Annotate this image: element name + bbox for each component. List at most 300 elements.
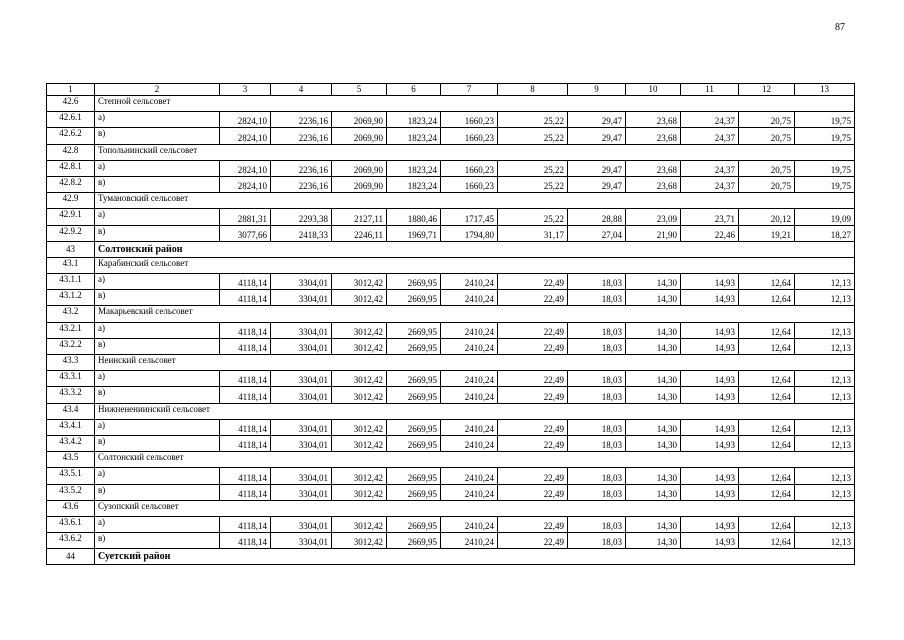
value-cell: 14,93 (681, 419, 739, 435)
value-cell: 2410,24 (441, 435, 498, 451)
row-code: 43.6.1 (47, 516, 95, 532)
column-number-header-row (47, 84, 855, 96)
value-cell: 3012,42 (332, 468, 387, 484)
value-cell: 22,49 (498, 516, 568, 532)
value-cell: 2410,24 (441, 371, 498, 387)
column-number-11: 11 (681, 84, 739, 96)
row-code: 43.1 (47, 257, 95, 273)
column-number-5: 5 (332, 84, 387, 96)
value-cell: 12,64 (739, 533, 795, 549)
row-code: 42.6 (47, 96, 95, 112)
value-cell: 2410,24 (441, 533, 498, 549)
council-name: Солтонский сельсовет (95, 452, 855, 468)
table-row (47, 209, 855, 225)
value-cell: 3304,01 (271, 516, 332, 532)
value-cell: 4118,14 (220, 484, 271, 500)
value-cell: 2824,10 (220, 112, 271, 128)
value-cell: 12,64 (739, 387, 795, 403)
row-variant: а) (95, 209, 220, 225)
row-code: 42.9.1 (47, 209, 95, 225)
value-cell: 12,13 (795, 419, 855, 435)
value-cell: 2410,24 (441, 387, 498, 403)
value-cell: 4118,14 (220, 516, 271, 532)
table-row (47, 435, 855, 451)
column-number-2: 2 (95, 84, 220, 96)
row-code: 43.1.2 (47, 290, 95, 306)
row-code: 43.2.1 (47, 322, 95, 338)
value-cell: 12,64 (739, 468, 795, 484)
value-cell: 22,49 (498, 322, 568, 338)
value-cell: 2127,11 (332, 209, 387, 225)
value-cell: 4118,14 (220, 290, 271, 306)
value-cell: 14,30 (626, 419, 681, 435)
value-cell: 3304,01 (271, 274, 332, 290)
value-cell: 24,37 (681, 160, 739, 176)
value-cell: 22,49 (498, 435, 568, 451)
value-cell: 22,46 (681, 225, 739, 241)
value-cell: 3304,01 (271, 419, 332, 435)
value-cell: 2069,90 (332, 160, 387, 176)
council-name: Нижненениинский сельсовет (95, 403, 855, 419)
value-cell: 25,22 (498, 128, 568, 144)
table-body (47, 84, 855, 565)
value-cell: 18,03 (568, 274, 626, 290)
value-cell: 3012,42 (332, 387, 387, 403)
table-row (47, 274, 855, 290)
value-cell: 18,03 (568, 533, 626, 549)
value-cell: 3012,42 (332, 338, 387, 354)
value-cell: 1823,24 (387, 128, 441, 144)
value-cell: 4118,14 (220, 322, 271, 338)
row-variant: в) (95, 484, 220, 500)
value-cell: 2669,95 (387, 290, 441, 306)
table-row (47, 128, 855, 144)
section-row (47, 500, 855, 516)
value-cell: 2410,24 (441, 338, 498, 354)
value-cell: 2410,24 (441, 322, 498, 338)
row-variant: а) (95, 322, 220, 338)
value-cell: 3012,42 (332, 516, 387, 532)
row-variant: в) (95, 225, 220, 241)
value-cell: 27,04 (568, 225, 626, 241)
section-row (47, 403, 855, 419)
value-cell: 2669,95 (387, 468, 441, 484)
value-cell: 2669,95 (387, 338, 441, 354)
table-row (47, 225, 855, 241)
value-cell: 22,49 (498, 290, 568, 306)
council-name: Тумановский сельсовет (95, 193, 855, 209)
value-cell: 14,30 (626, 516, 681, 532)
section-row (47, 144, 855, 160)
value-cell: 2410,24 (441, 516, 498, 532)
value-cell: 2669,95 (387, 516, 441, 532)
section-row (47, 306, 855, 322)
row-variant: в) (95, 176, 220, 192)
value-cell: 25,22 (498, 209, 568, 225)
value-cell: 4118,14 (220, 533, 271, 549)
row-variant: в) (95, 435, 220, 451)
value-cell: 19,75 (795, 128, 855, 144)
value-cell: 2236,16 (271, 176, 332, 192)
row-code: 43.4.1 (47, 419, 95, 435)
row-code: 43.5.1 (47, 468, 95, 484)
value-cell: 22,49 (498, 468, 568, 484)
value-cell: 18,27 (795, 225, 855, 241)
column-number-7: 7 (441, 84, 498, 96)
value-cell: 2236,16 (271, 160, 332, 176)
value-cell: 4118,14 (220, 468, 271, 484)
value-cell: 1823,24 (387, 160, 441, 176)
value-cell: 3304,01 (271, 435, 332, 451)
district-row (47, 549, 855, 565)
value-cell: 2669,95 (387, 533, 441, 549)
value-cell: 3077,66 (220, 225, 271, 241)
value-cell: 18,03 (568, 290, 626, 306)
value-cell: 29,47 (568, 176, 626, 192)
value-cell: 12,64 (739, 338, 795, 354)
value-cell: 14,93 (681, 516, 739, 532)
value-cell: 23,68 (626, 128, 681, 144)
row-variant: а) (95, 468, 220, 484)
row-variant: в) (95, 387, 220, 403)
value-cell: 2410,24 (441, 419, 498, 435)
value-cell: 12,64 (739, 435, 795, 451)
value-cell: 4118,14 (220, 435, 271, 451)
row-code: 43.3.1 (47, 371, 95, 387)
row-code: 43.4.2 (47, 435, 95, 451)
district-name: Суетский район (95, 549, 855, 565)
value-cell: 1717,45 (441, 209, 498, 225)
value-cell: 3012,42 (332, 274, 387, 290)
row-code: 42.6.2 (47, 128, 95, 144)
value-cell: 18,03 (568, 387, 626, 403)
column-number-3: 3 (220, 84, 271, 96)
value-cell: 14,30 (626, 533, 681, 549)
row-variant: в) (95, 338, 220, 354)
value-cell: 22,49 (498, 484, 568, 500)
row-code: 43.3.2 (47, 387, 95, 403)
section-row (47, 193, 855, 209)
value-cell: 3304,01 (271, 322, 332, 338)
row-code: 43.4 (47, 403, 95, 419)
section-row (47, 355, 855, 371)
value-cell: 19,09 (795, 209, 855, 225)
value-cell: 2669,95 (387, 419, 441, 435)
column-number-1: 1 (47, 84, 95, 96)
value-cell: 2236,16 (271, 128, 332, 144)
row-code: 43.5 (47, 452, 95, 468)
value-cell: 12,13 (795, 371, 855, 387)
value-cell: 19,21 (739, 225, 795, 241)
value-cell: 29,47 (568, 160, 626, 176)
value-cell: 1660,23 (441, 176, 498, 192)
value-cell: 14,93 (681, 338, 739, 354)
value-cell: 24,37 (681, 112, 739, 128)
value-cell: 2824,10 (220, 160, 271, 176)
value-cell: 22,49 (498, 371, 568, 387)
row-code: 42.8 (47, 144, 95, 160)
value-cell: 14,93 (681, 484, 739, 500)
value-cell: 2410,24 (441, 468, 498, 484)
row-code: 43.5.2 (47, 484, 95, 500)
value-cell: 22,49 (498, 419, 568, 435)
value-cell: 4118,14 (220, 371, 271, 387)
column-number-4: 4 (271, 84, 332, 96)
value-cell: 2069,90 (332, 176, 387, 192)
value-cell: 18,03 (568, 516, 626, 532)
value-cell: 14,30 (626, 274, 681, 290)
value-cell: 12,13 (795, 274, 855, 290)
value-cell: 12,64 (739, 322, 795, 338)
value-cell: 18,03 (568, 371, 626, 387)
value-cell: 2069,90 (332, 128, 387, 144)
row-variant: в) (95, 533, 220, 549)
value-cell: 20,12 (739, 209, 795, 225)
district-name: Солтонский район (95, 241, 855, 257)
value-cell: 1660,23 (441, 112, 498, 128)
value-cell: 1660,23 (441, 128, 498, 144)
value-cell: 2669,95 (387, 484, 441, 500)
section-row (47, 96, 855, 112)
value-cell: 3304,01 (271, 468, 332, 484)
value-cell: 20,75 (739, 128, 795, 144)
council-name: Топольнинский сельсовет (95, 144, 855, 160)
value-cell: 3012,42 (332, 371, 387, 387)
value-cell: 1794,80 (441, 225, 498, 241)
value-cell: 12,13 (795, 484, 855, 500)
value-cell: 23,68 (626, 176, 681, 192)
row-variant: а) (95, 516, 220, 532)
row-variant: а) (95, 160, 220, 176)
value-cell: 18,03 (568, 322, 626, 338)
value-cell: 18,03 (568, 484, 626, 500)
value-cell: 25,22 (498, 112, 568, 128)
table-row (47, 371, 855, 387)
value-cell: 18,03 (568, 468, 626, 484)
value-cell: 3012,42 (332, 435, 387, 451)
value-cell: 14,30 (626, 371, 681, 387)
value-cell: 12,13 (795, 387, 855, 403)
value-cell: 2246,11 (332, 225, 387, 241)
value-cell: 14,93 (681, 274, 739, 290)
value-cell: 3012,42 (332, 290, 387, 306)
value-cell: 3304,01 (271, 338, 332, 354)
table-row (47, 516, 855, 532)
tariff-table (46, 83, 855, 565)
value-cell: 29,47 (568, 128, 626, 144)
value-cell: 14,30 (626, 290, 681, 306)
row-code: 43.2.2 (47, 338, 95, 354)
value-cell: 12,13 (795, 290, 855, 306)
value-cell: 3304,01 (271, 371, 332, 387)
row-code: 42.9 (47, 193, 95, 209)
row-code: 43.3 (47, 355, 95, 371)
value-cell: 21,90 (626, 225, 681, 241)
row-code: 43.1.1 (47, 274, 95, 290)
value-cell: 29,47 (568, 112, 626, 128)
value-cell: 12,13 (795, 468, 855, 484)
value-cell: 14,93 (681, 435, 739, 451)
value-cell: 2410,24 (441, 484, 498, 500)
row-code: 42.6.1 (47, 112, 95, 128)
council-name: Степной сельсовет (95, 96, 855, 112)
value-cell: 12,64 (739, 516, 795, 532)
value-cell: 3304,01 (271, 484, 332, 500)
value-cell: 12,64 (739, 371, 795, 387)
value-cell: 3304,01 (271, 290, 332, 306)
value-cell: 2669,95 (387, 387, 441, 403)
value-cell: 3012,42 (332, 322, 387, 338)
value-cell: 2881,31 (220, 209, 271, 225)
page-number: 87 (835, 22, 845, 33)
value-cell: 22,49 (498, 533, 568, 549)
value-cell: 12,13 (795, 533, 855, 549)
value-cell: 31,17 (498, 225, 568, 241)
council-name: Сузопский сельсовет (95, 500, 855, 516)
value-cell: 22,49 (498, 338, 568, 354)
row-code: 43.6 (47, 500, 95, 516)
value-cell: 2824,10 (220, 128, 271, 144)
column-number-9: 9 (568, 84, 626, 96)
column-number-12: 12 (739, 84, 795, 96)
value-cell: 19,75 (795, 176, 855, 192)
value-cell: 3012,42 (332, 533, 387, 549)
value-cell: 12,64 (739, 274, 795, 290)
council-name: Карабинский сельсовет (95, 257, 855, 273)
value-cell: 18,03 (568, 419, 626, 435)
value-cell: 1823,24 (387, 112, 441, 128)
table-row (47, 290, 855, 306)
council-name: Неинский сельсовет (95, 355, 855, 371)
value-cell: 25,22 (498, 176, 568, 192)
value-cell: 1880,46 (387, 209, 441, 225)
value-cell: 23,68 (626, 112, 681, 128)
value-cell: 14,30 (626, 338, 681, 354)
value-cell: 24,37 (681, 128, 739, 144)
value-cell: 2669,95 (387, 371, 441, 387)
value-cell: 2824,10 (220, 176, 271, 192)
table-row (47, 484, 855, 500)
value-cell: 14,93 (681, 322, 739, 338)
value-cell: 2069,90 (332, 112, 387, 128)
value-cell: 14,30 (626, 435, 681, 451)
value-cell: 22,49 (498, 274, 568, 290)
value-cell: 1660,23 (441, 160, 498, 176)
table-row (47, 468, 855, 484)
value-cell: 18,03 (568, 435, 626, 451)
table-row (47, 322, 855, 338)
value-cell: 20,75 (739, 160, 795, 176)
value-cell: 22,49 (498, 387, 568, 403)
value-cell: 2293,38 (271, 209, 332, 225)
table-row (47, 176, 855, 192)
council-name: Макарьевский сельсовет (95, 306, 855, 322)
value-cell: 12,13 (795, 435, 855, 451)
column-number-13: 13 (795, 84, 855, 96)
value-cell: 14,93 (681, 468, 739, 484)
value-cell: 18,03 (568, 338, 626, 354)
table-row (47, 419, 855, 435)
value-cell: 23,68 (626, 160, 681, 176)
row-code: 43.2 (47, 306, 95, 322)
value-cell: 2410,24 (441, 290, 498, 306)
value-cell: 23,09 (626, 209, 681, 225)
value-cell: 2669,95 (387, 274, 441, 290)
value-cell: 2236,16 (271, 112, 332, 128)
value-cell: 12,64 (739, 419, 795, 435)
column-number-6: 6 (387, 84, 441, 96)
row-variant: в) (95, 290, 220, 306)
table-row (47, 533, 855, 549)
value-cell: 12,64 (739, 484, 795, 500)
value-cell: 12,13 (795, 322, 855, 338)
value-cell: 3012,42 (332, 419, 387, 435)
value-cell: 1823,24 (387, 176, 441, 192)
value-cell: 4118,14 (220, 419, 271, 435)
value-cell: 20,75 (739, 176, 795, 192)
district-row (47, 241, 855, 257)
value-cell: 14,30 (626, 468, 681, 484)
section-row (47, 257, 855, 273)
value-cell: 12,13 (795, 516, 855, 532)
value-cell: 24,37 (681, 176, 739, 192)
value-cell: 28,88 (568, 209, 626, 225)
value-cell: 3304,01 (271, 387, 332, 403)
value-cell: 1969,71 (387, 225, 441, 241)
value-cell: 14,93 (681, 371, 739, 387)
value-cell: 20,75 (739, 112, 795, 128)
row-variant: а) (95, 112, 220, 128)
value-cell: 14,30 (626, 484, 681, 500)
value-cell: 4118,14 (220, 338, 271, 354)
value-cell: 2669,95 (387, 322, 441, 338)
table-row (47, 387, 855, 403)
table-row (47, 338, 855, 354)
column-number-8: 8 (498, 84, 568, 96)
value-cell: 2418,33 (271, 225, 332, 241)
row-code: 42.9.2 (47, 225, 95, 241)
value-cell: 14,93 (681, 387, 739, 403)
value-cell: 12,64 (739, 290, 795, 306)
value-cell: 14,30 (626, 322, 681, 338)
row-variant: а) (95, 419, 220, 435)
value-cell: 23,71 (681, 209, 739, 225)
value-cell: 14,93 (681, 290, 739, 306)
value-cell: 14,30 (626, 387, 681, 403)
row-variant: а) (95, 371, 220, 387)
row-variant: в) (95, 128, 220, 144)
row-variant: а) (95, 274, 220, 290)
table-row (47, 112, 855, 128)
value-cell: 4118,14 (220, 387, 271, 403)
column-number-10: 10 (626, 84, 681, 96)
value-cell: 2410,24 (441, 274, 498, 290)
value-cell: 25,22 (498, 160, 568, 176)
value-cell: 12,13 (795, 338, 855, 354)
value-cell: 3304,01 (271, 533, 332, 549)
row-code: 42.8.1 (47, 160, 95, 176)
value-cell: 19,75 (795, 112, 855, 128)
value-cell: 14,93 (681, 533, 739, 549)
row-code: 43.6.2 (47, 533, 95, 549)
value-cell: 19,75 (795, 160, 855, 176)
value-cell: 3012,42 (332, 484, 387, 500)
row-code: 42.8.2 (47, 176, 95, 192)
value-cell: 2669,95 (387, 435, 441, 451)
value-cell: 4118,14 (220, 274, 271, 290)
row-code: 43 (47, 241, 95, 257)
row-code: 44 (47, 549, 95, 565)
